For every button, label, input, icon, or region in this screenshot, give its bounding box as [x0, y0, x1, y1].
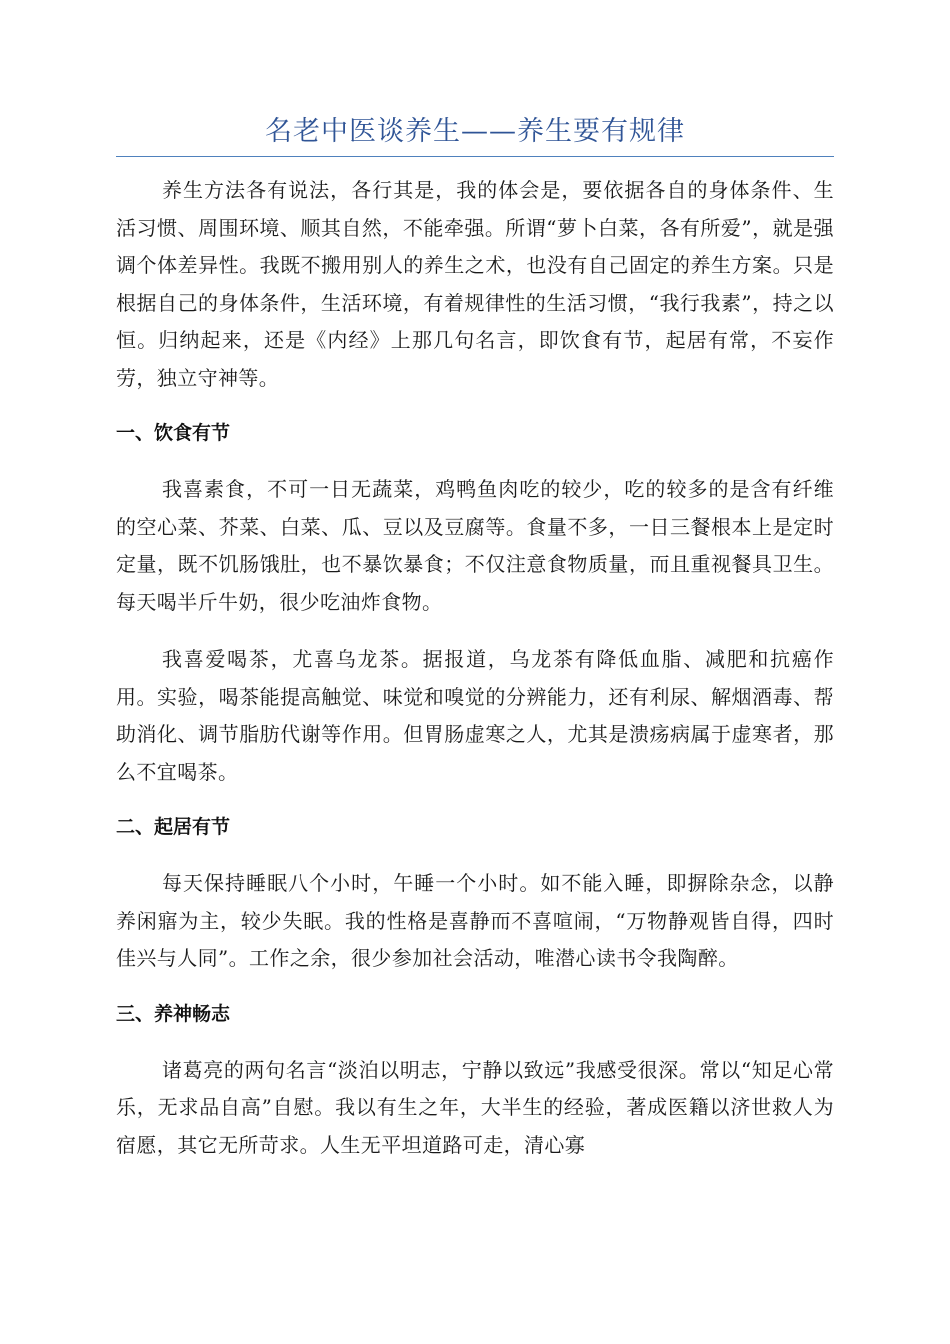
page-title: 名老中医谈养生——养生要有规律 — [265, 116, 685, 147]
diet-paragraph-2: 我喜爱喝茶，尤喜乌龙茶。据报道，乌龙茶有降低血脂、减肥和抗癌作用。实验，喝茶能提高触觉、味觉和嗅觉的分辨能力，还有利尿、解烟酒毒、帮助消化、调节脂肪代谢等作用。但胃肠虚寒之人，尤其是溃疡病属于虚寒者，那么不宜喝茶。 — [116, 647, 834, 784]
document-body — [116, 172, 834, 1184]
diet-paragraph-1: 我喜素食，不可一日无蔬菜，鸡鸭鱼肉吃的较少，吃的较多的是含有纤维的空心菜、芥菜、白菜、瓜、豆以及豆腐等。食量不多，一日三餐根本上是定时定量，既不饥肠饿肚，也不暴饮暴食；不仅注意食物质量，而且重视餐具卫生。每天喝半斤牛奶，很少吃油炸食物。 — [116, 477, 834, 614]
section-heading-routine: 二、起居有节 — [116, 816, 231, 838]
title-block — [116, 112, 834, 157]
section-heading-spirit: 三、养神畅志 — [116, 1002, 231, 1025]
routine-paragraph-1: 每天保持睡眠八个小时，午睡一个小时。如不能入睡，即摒除杂念，以静养闲寤为主，较少失眠。我的性格是喜静而不喜喧闹，“万物静观皆自得，四时佳兴与人同”。工作之余，很少参加社会活动，唯潜心读书令我陶醉。 — [116, 871, 834, 970]
section-heading-diet: 一、饮食有节 — [116, 422, 231, 444]
spirit-paragraph-1: 诸葛亮的两句名言“淡泊以明志，宁静以致远”我感受很深。常以“知足心常乐，无求品自高”自慰。我以有生之年，大半生的经验，著成医籍以济世救人为宿愿，其它无所苛求。人生无平坦道路可走，清心寡 — [116, 1057, 834, 1157]
intro-paragraph: 养生方法各有说法，各行其是，我的体会是，要依据各自的身体条件、生活习惯、周围环境、顺其自然，不能牵强。所谓“萝卜白菜，各有所爱”，就是强调个体差异性。我既不搬用别人的养生之术，也没有自己固定的养生方案。只是根据自己的身体条件，生活环境，有着规律性的生活习惯，“我行我素”，持之以恒。归纳起来，还是《内经》上那几句名言，即饮食有节，起居有常，不妄作劳，独立守神等。 — [116, 178, 834, 390]
